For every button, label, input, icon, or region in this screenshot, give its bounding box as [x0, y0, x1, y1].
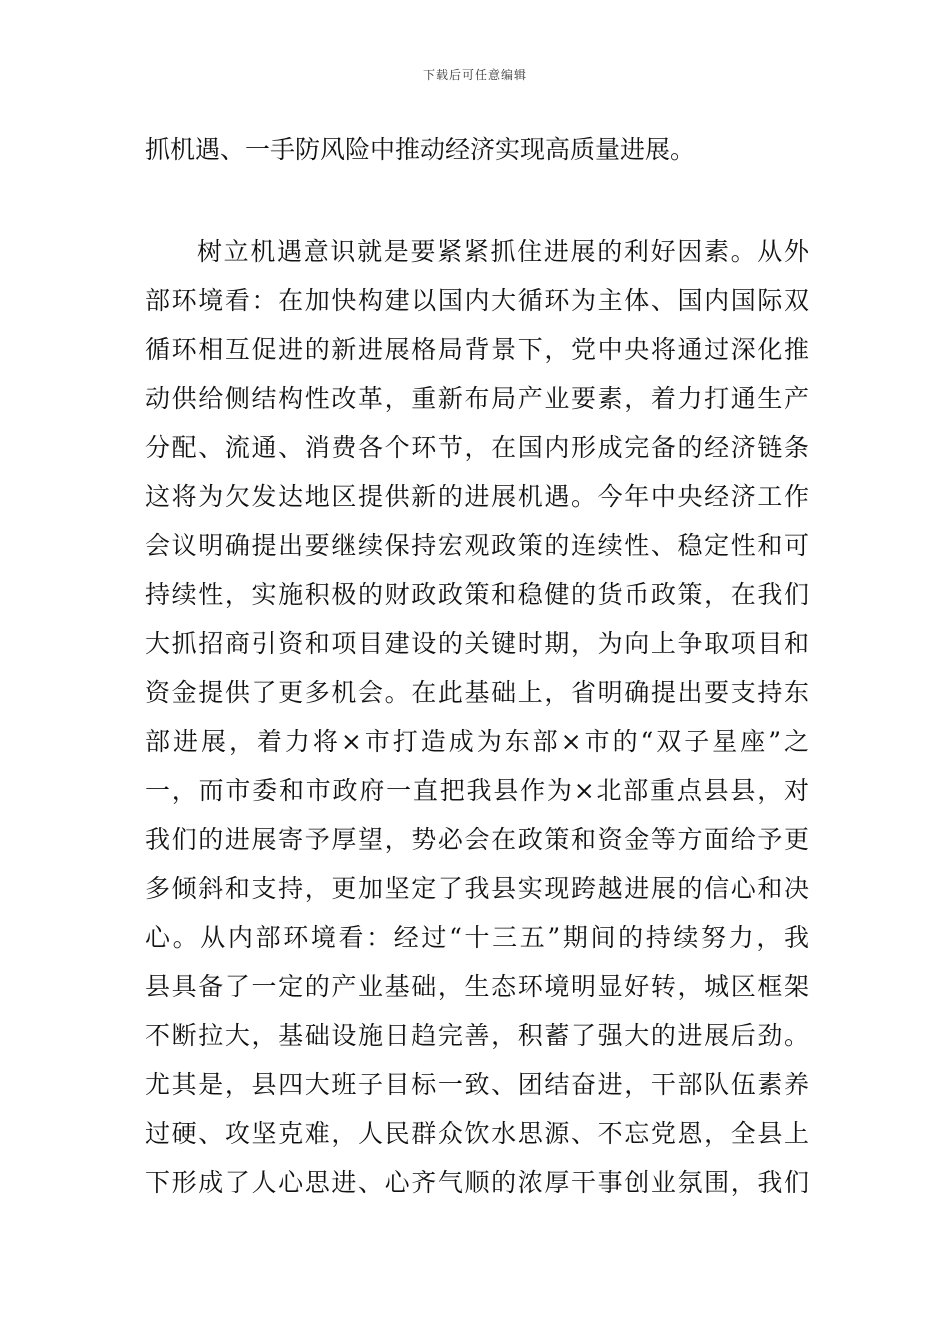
paragraph-spacer: [145, 177, 809, 230]
paragraph-2-line-12: 一，而市委和市政府一直把我县作为×北部重点县县，对: [145, 776, 809, 805]
paragraph-1-line-1: 抓机遇、一手防风险中推动经济实现高质量进展。: [145, 135, 696, 164]
paragraph-2-line-18: 尤其是，县四大班子目标一致、团结奋进，干部队伍素养: [145, 1070, 809, 1099]
paragraph-2-line-19: 过硬、攻坚克难，人民群众饮水思源、不忘党恩，全县上: [145, 1119, 809, 1148]
paragraph-2-line-9: 大抓招商引资和项目建设的关键时期，为向上争取项目和: [145, 629, 809, 658]
paragraph-2: [145, 230, 809, 1210]
paragraph-2-line-13: 我们的进展寄予厚望，势必会在政策和资金等方面给予更: [145, 825, 809, 854]
paragraph-2-line-1: 树立机遇意识就是要紧紧抓住进展的利好因素。从外: [197, 237, 809, 266]
paragraph-2-line-5: 分配、流通、消费各个环节，在国内形成完备的经济链条: [145, 433, 809, 462]
paragraph-2-line-2: 部环境看：在加快构建以国内大循环为主体、国内国际双: [145, 286, 809, 315]
paragraph-2-line-3: 循环相互促进的新进展格局背景下，党中央将通过深化推: [145, 335, 809, 364]
paragraph-2-line-14: 多倾斜和支持，更加坚定了我县实现跨越进展的信心和决: [145, 874, 809, 903]
document-body: [145, 128, 809, 1210]
paragraph-2-line-16: 县具备了一定的产业基础，生态环境明显好转，城区框架: [145, 972, 809, 1001]
paragraph-2-line-20: 下形成了人心思进、心齐气顺的浓厚干事创业氛围，我们: [145, 1168, 809, 1197]
paragraph-2-line-11: 部进展，着力将×市打造成为东部×市的“双子星座”之: [145, 727, 809, 756]
paragraph-2-line-15: 心。从内部环境看：经过“十三五”期间的持续努力，我: [145, 923, 809, 952]
paragraph-2-line-17: 不断拉大，基础设施日趋完善，积蓄了强大的进展后劲。: [145, 1021, 809, 1050]
page-header-note: 下载后可任意编辑: [422, 68, 527, 82]
paragraph-2-line-10: 资金提供了更多机会。在此基础上，省明确提出要支持东: [145, 678, 809, 707]
paragraph-2-line-4: 动供给侧结构性改革，重新布局产业要素，着力打通生产: [145, 384, 809, 413]
paragraph-2-line-8: 持续性，实施积极的财政政策和稳健的货币政策，在我们: [145, 580, 809, 609]
paragraph-2-line-7: 会议明确提出要继续保持宏观政策的连续性、稳定性和可: [145, 531, 809, 560]
paragraph-2-line-6: 这将为欠发达地区提供新的进展机遇。今年中央经济工作: [145, 482, 809, 511]
